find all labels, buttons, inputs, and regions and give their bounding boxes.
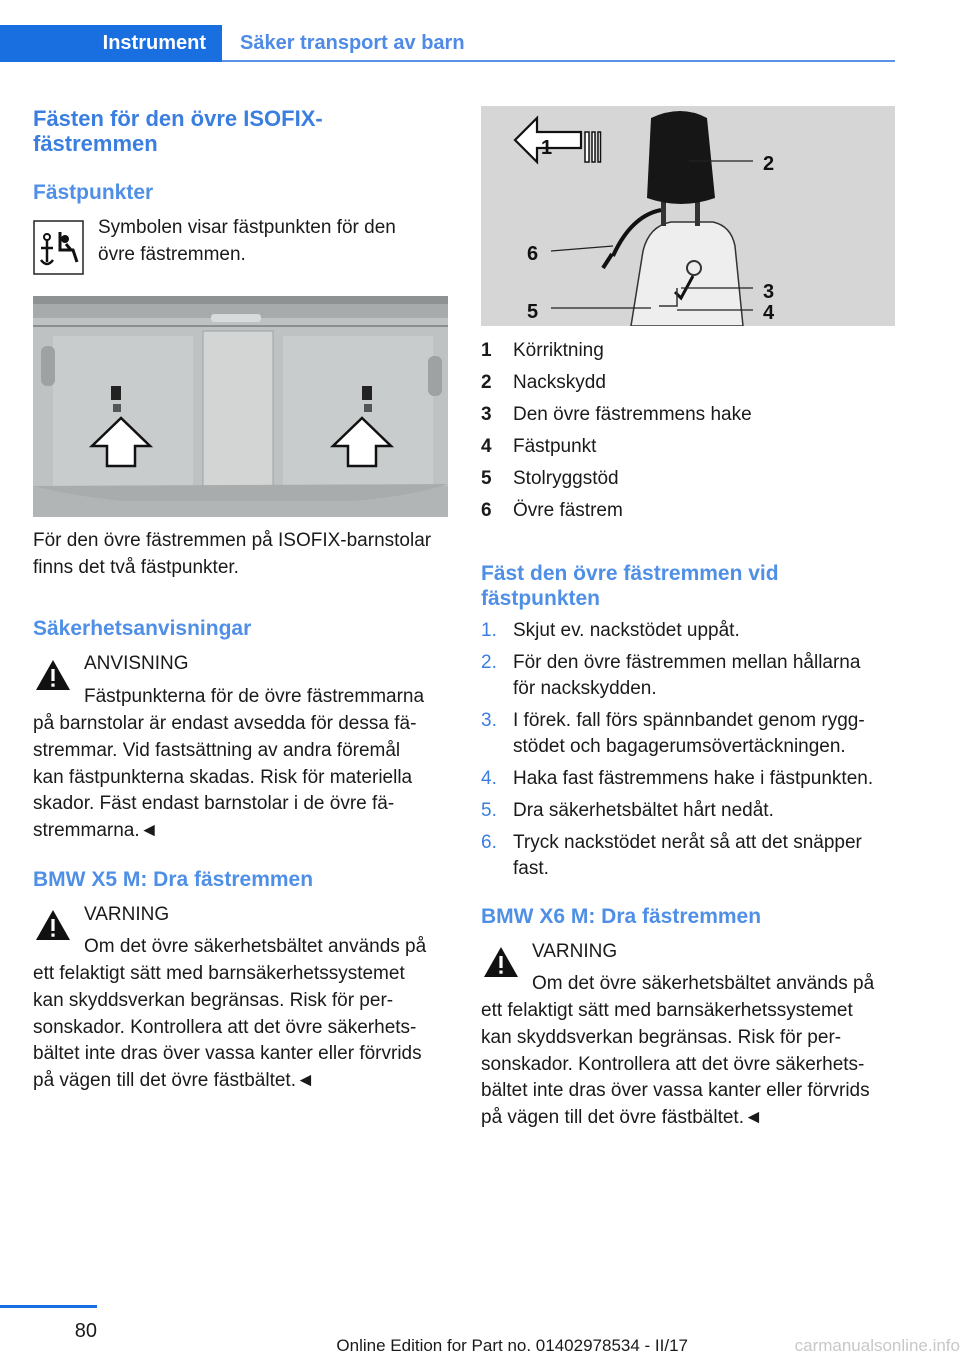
trunk-anchor-photo: [33, 296, 448, 517]
list-item: 6. Tryck nackstödet neråt så att det snäpper fast.: [481, 832, 862, 879]
footer-rule: [0, 1305, 97, 1308]
heading-attach: Fäst den övre fästremmen vid fästpunkten: [481, 562, 779, 610]
warning-triangle-icon: [33, 655, 73, 695]
headrest-strap-diagram: [481, 106, 895, 326]
list-item: 5 Stolryggstöd: [481, 468, 619, 489]
warning-lead-x5: Om det övre säkerhetsbältet används på: [84, 936, 427, 957]
warning-lead-x6: Om det övre säkerhetsbältet används på: [532, 973, 875, 994]
notice-label: ANVISNING: [84, 653, 189, 674]
diagram-legend: [481, 338, 896, 524]
edition-text: Online Edition for Part no. 01402978534 - II/17: [336, 1336, 688, 1355]
symbol-description: Symbolen visar fästpunkten för den övre fästremmen.: [98, 217, 396, 265]
warning-body-x6: ett felaktigt sätt med barnsäkerhetssystemet kan skyddsverkan begränsas. Risk för per- sonskador. Kontrollera att det övre säkerhets- bältet inte dras över vassa kanter eller förvrids på vägen till det övre fästbältet.◄: [481, 1000, 870, 1129]
heading-x5: BMW X5 M: Dra fästremmen: [33, 868, 314, 891]
diagram-label-5: 5: [527, 301, 539, 323]
diagram-label-3: 3: [763, 281, 775, 303]
heading-fastpunkter: Fästpunkter: [33, 181, 154, 204]
list-item: 5. Dra säkerhetsbältet hårt nedåt.: [481, 800, 774, 821]
list-item: 2 Nackskydd: [481, 372, 606, 393]
list-item: 4. Haka fast fästremmens hake i fästpunkten.: [481, 768, 874, 789]
header-tab: [0, 25, 222, 62]
warning-triangle-icon: [481, 942, 521, 982]
page-title: Fästen för den övre ISOFIX- fästremmen: [33, 106, 323, 156]
list-item: 2. För den övre fästremmen mellan hållarna för nackskydden.: [481, 652, 861, 699]
header-rule: [222, 60, 895, 62]
notice-lead: Fästpunkterna för de övre fästremmarna: [84, 686, 425, 707]
diagram-label-1: 1: [541, 137, 553, 159]
list-item: 6 Övre fästrem: [481, 500, 623, 521]
header-section-title: Säker transport av barn: [240, 32, 465, 54]
child-seat-anchor-icon: [33, 220, 84, 275]
list-item: 4 Fästpunkt: [481, 436, 597, 457]
warning-triangle-icon: [33, 905, 73, 945]
diagram-label-2: 2: [763, 153, 775, 175]
list-item: 3. I förek. fall förs spännbandet genom rygg- stödet och bagagerumsövertäckningen.: [481, 710, 865, 757]
warning-label-x6: VARNING: [532, 941, 618, 962]
warning-label-x5: VARNING: [84, 904, 170, 925]
header-tab-label: Instrument: [102, 32, 206, 54]
notice-body: på barnstolar är endast avsedda för dessa fä- stremmar. Vid fastsättning av andra föremål kan fästpunkterna skadas. Risk för materiella skador. Fäst endast barnstolar i de övre fä- stremmarna.◄: [33, 713, 417, 842]
page-number: 80: [74, 1320, 97, 1342]
diagram-label-6: 6: [527, 243, 539, 265]
attach-steps: [481, 618, 896, 882]
warning-body-x5: ett felaktigt sätt med barnsäkerhetssystemet kan skyddsverkan begränsas. Risk för per- sonskador. Kontrollera att det övre säkerhets- bältet inte dras över vassa kanter eller förvrids på vägen till det övre fästbältet.◄: [33, 963, 422, 1092]
heading-safety: Säkerhetsanvisningar: [33, 617, 252, 640]
diagram-label-4: 4: [763, 302, 775, 324]
heading-x6: BMW X6 M: Dra fästremmen: [481, 905, 762, 928]
list-item: 1 Körriktning: [481, 340, 604, 361]
list-item: 3 Den övre fästremmens hake: [481, 404, 752, 425]
watermark: carmanualsonline.info: [794, 1336, 960, 1355]
list-item: 1. Skjut ev. nackstödet uppåt.: [481, 620, 740, 641]
photo-caption: För den övre fästremmen på ISOFIX-barnstolar finns det två fästpunkter.: [33, 530, 432, 578]
